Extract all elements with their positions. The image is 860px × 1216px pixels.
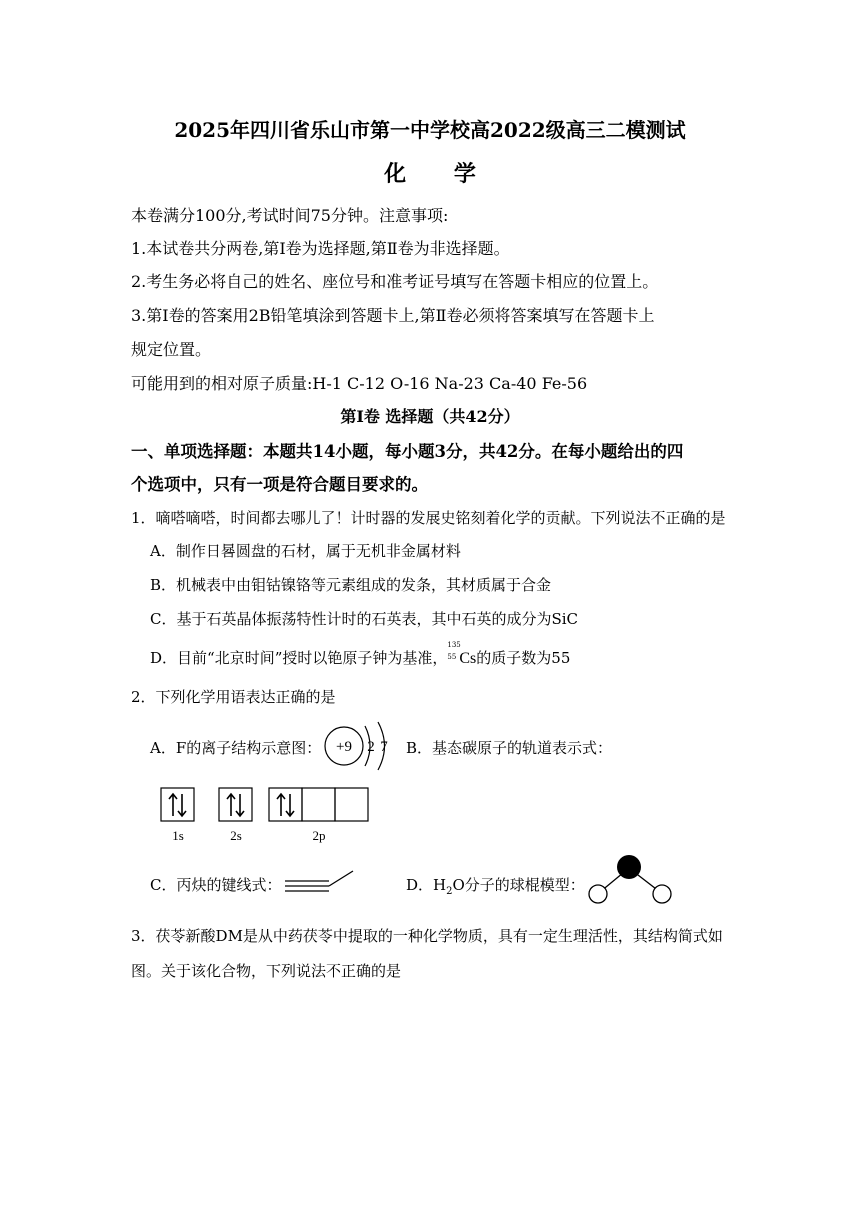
propyne-line-structure	[283, 862, 358, 896]
q2-option-d	[406, 874, 585, 897]
atomic-mass-line: 可能用到的相对原子质量:H-1 C-12 O-16 Na-23 Ca-40 Fe-56	[131, 374, 588, 393]
q2-option-a: A．F的离子结构示意图：	[150, 739, 322, 757]
section-title: 第Ⅰ卷 选择题（共42分）	[340, 407, 520, 426]
q1-option-d-text: D．目前“北京时间”授时以铯原子钟为基准，	[150, 649, 448, 667]
orbital-label-1s: 1s	[172, 828, 184, 843]
fluoride-ion-diagram	[323, 720, 398, 776]
shell-electrons-2: 7	[380, 739, 388, 755]
question-3-stem: 3．茯苓新酸DM是从中药茯苓中提取的一种化学物质，具有一定生理活性，其结构简式如	[131, 927, 723, 945]
element-symbol: Cs	[459, 650, 477, 667]
q2-option-b: B．基态碳原子的轨道表示式：	[406, 739, 613, 757]
notice-line: 本卷满分100分,考试时间75分钟。注意事项:	[131, 206, 449, 225]
q2-option-d-text: D．H	[406, 876, 447, 894]
water-ball-stick-model	[586, 852, 676, 908]
notice-line: 1.本试卷共分两卷,第Ⅰ卷为选择题,第Ⅱ卷为非选择题。	[131, 239, 510, 258]
q2-option-c: C．丙炔的键线式：	[150, 876, 282, 894]
isotope-notation	[447, 641, 461, 663]
orbital-label-2s: 2s	[230, 828, 242, 843]
q2-option-d-tail: O分子的球棍模型：	[452, 876, 585, 894]
oxygen-atom	[617, 855, 641, 879]
q1-option-d	[150, 641, 571, 668]
section-instruction: 一、单项选择题：本题共14小题，每小题3分，共42分。在每小题给出的四	[131, 442, 684, 461]
mass-number: 135	[447, 641, 461, 649]
q1-option-d-tail: 的质子数为55	[476, 649, 571, 667]
orbital-label-2p: 2p	[312, 828, 326, 843]
notice-line: 规定位置。	[131, 340, 212, 359]
atomic-number: 55	[447, 653, 457, 661]
hydrogen-atom	[653, 885, 671, 903]
q1-option-c: C．基于石英晶体振荡特性计时的石英表，其中石英的成分为SiC	[150, 610, 579, 628]
notice-line: 2.考生务必将自己的姓名、座位号和准考证号填写在答题卡相应的位置上。	[131, 272, 659, 291]
notice-line: 3.第Ⅰ卷的答案用2B铅笔填涂到答题卡上,第Ⅱ卷必须将答案填写在答题卡上	[131, 306, 655, 325]
question-1-stem: 1．嘀嗒嘀嗒，时间都去哪儿了！计时器的发展史铭刻着化学的贡献。下列说法不正确的是	[131, 509, 726, 527]
subject-title: 化 学	[384, 161, 496, 187]
page-title: 2025年四川省乐山市第一中学校高2022级高三二模测试	[174, 118, 686, 142]
shell-electrons-1: 2	[367, 739, 375, 755]
question-2-stem: 2．下列化学用语表达正确的是	[131, 688, 336, 706]
q1-option-a: A．制作日晷圆盘的石材，属于无机非金属材料	[150, 542, 461, 560]
q1-option-b: B．机械表中由钼钴镍铬等元素组成的发条，其材质属于合金	[150, 576, 552, 594]
hydrogen-atom	[589, 885, 607, 903]
section-instruction: 个选项中，只有一项是符合题目要求的。	[131, 475, 428, 494]
subscript: 2	[446, 886, 453, 897]
nucleus-charge: +9	[336, 739, 352, 755]
question-3-stem-cont: 图。关于该化合物，下列说法不正确的是	[131, 962, 402, 980]
carbon-orbital-diagram	[158, 785, 378, 847]
